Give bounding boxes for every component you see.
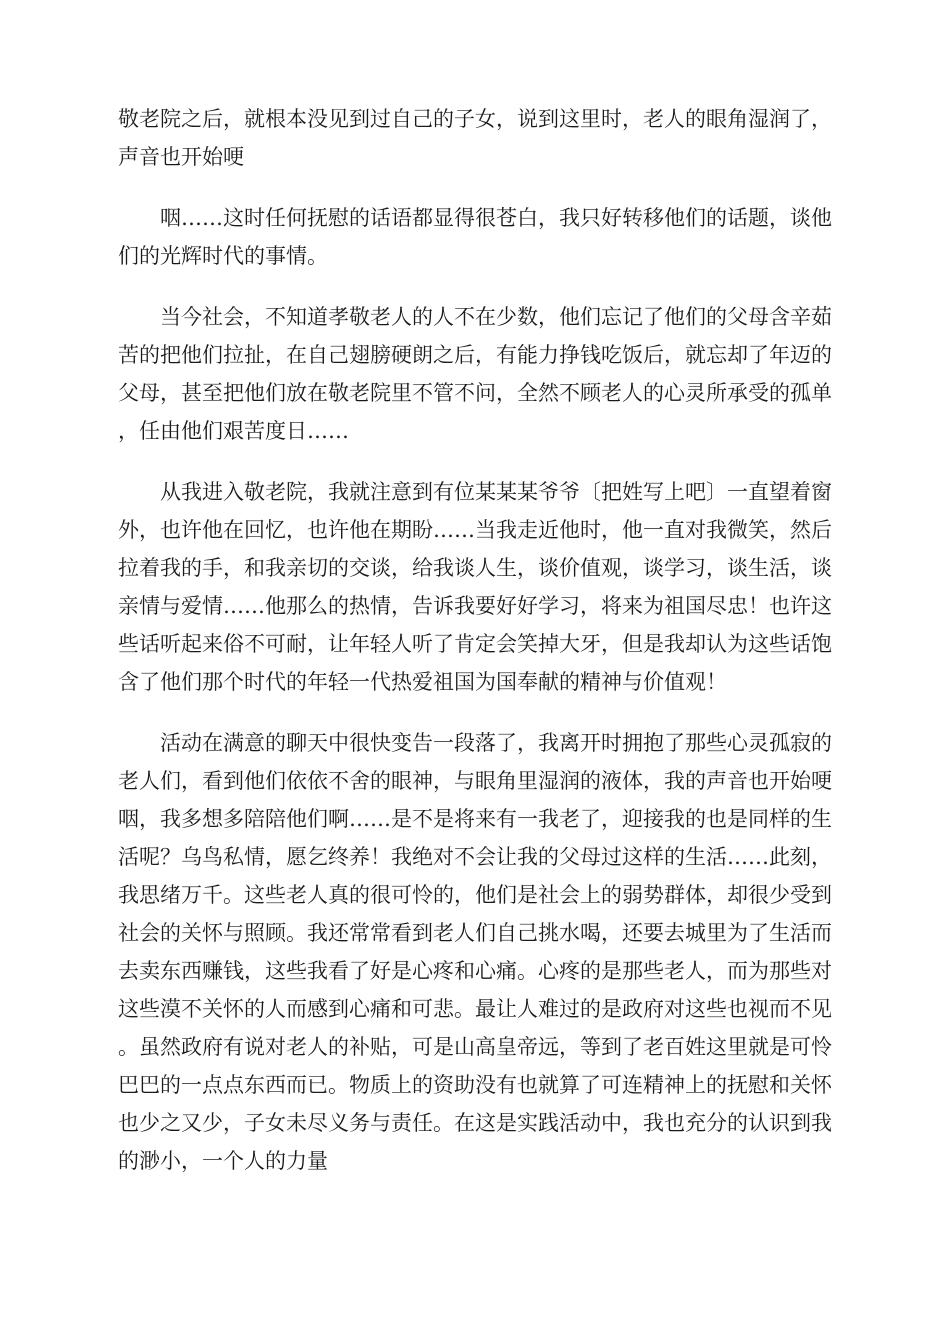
paragraph-3: 当今社会，不知道孝敬老人的人不在少数，他们忘记了他们的父母含辛茹苦的把他们拉扯，在自己翅膀硬朗之后，有能力挣钱吃饭后，就忘却了年迈的父母，甚至把他们放在敬老院里不管不问，全然不顾老人的心灵所承受的孤单，任由他们艰苦度日…… (118, 305, 832, 443)
paragraph-4: 从我进入敬老院，我就注意到有位某某某爷爷〔把姓写上吧〕一直望着窗外，也许他在回忆，也许他在期盼……当我走近他时，他一直对我微笑，然后拉着我的手，和我亲切的交谈，给我谈人生，谈价值观，谈学习，谈生活，谈亲情与爱情……他那么的热情，告诉我要好好学习，将来为祖国尽忠！也许这些话听起来俗不可耐，让年轻人听了肯定会笑掉大牙，但是我却认为这些话饱含了他们那个时代的年轻一代热爱祖国为国奉献的精神与价值观！ (118, 480, 832, 694)
document-page (118, 100, 832, 1203)
paragraph-5: 活动在满意的聊天中很快变告一段落了，我离开时拥抱了那些心灵孤寂的老人们，看到他们依依不舍的眼神，与眼角里湿润的液体，我的声音也开始哽咽，我多想多陪陪他们啊……是不是将来有一我老了，迎接我的也是同样的生活呢？乌鸟私情，愿乞终养！我绝对不会让我的父母过这样的生活……此刻，我思绪万千。这些老人真的很可怜的，他们是社会上的弱势群体，却很少受到社会的关怀与照顾。我还常常看到老人们自己挑水喝，还要去城里为了生活而去卖东西赚钱，这些我看了好是心疼和心痛。心疼的是那些老人，而为那些对这些漠不关怀的人而感到心痛和可悲。最让人难过的是政府对这些也视而不见。虽然政府有说对老人的补贴，可是山高皇帝远，等到了老百姓这里就是可怜巴巴的一点点东西而已。物质上的资助没有也就算了可连精神上的抚慰和关怀也少之又少，子女未尽义务与责任。在这是实践活动中，我也充分的认识到我的渺小，一个人的力量 (118, 731, 832, 1173)
paragraph-1: 敬老院之后，就根本没见到过自己的子女，说到这里时，老人的眼角湿润了，声音也开始哽 (118, 107, 832, 169)
paragraph-2: 咽……这时任何抚慰的话语都显得很苍白，我只好转移他们的话题，谈他们的光辉时代的事情。 (118, 206, 832, 268)
